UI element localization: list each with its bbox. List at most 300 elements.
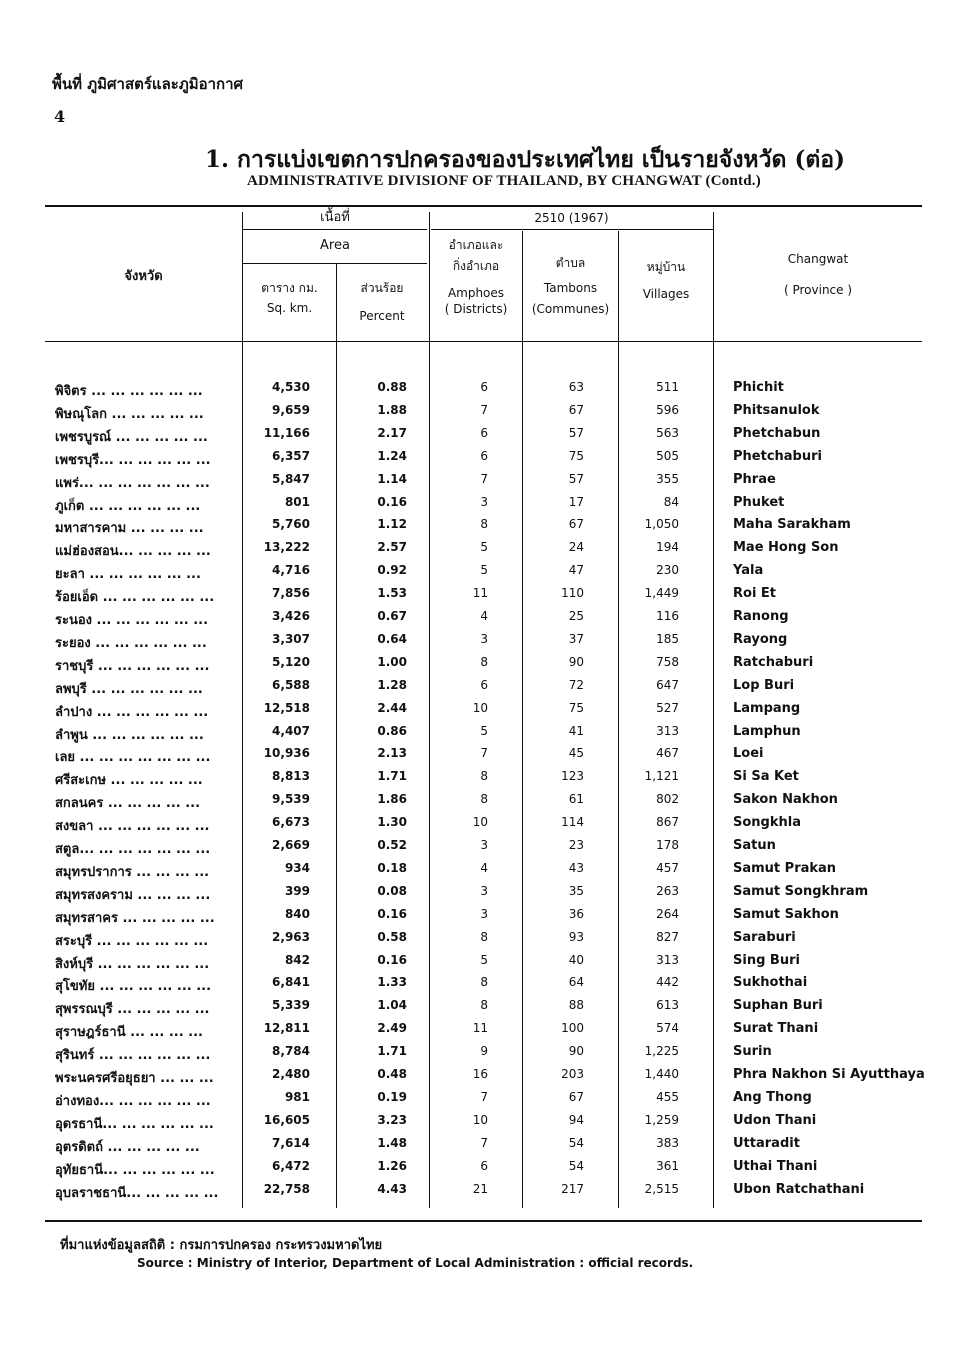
cell-sq: 6,673: [272, 815, 310, 830]
cell-pct: 2.17: [377, 425, 407, 440]
cell-vil: 355: [656, 471, 679, 486]
cell-sq: 7,856: [272, 586, 310, 601]
cell-amp: 3: [480, 494, 488, 509]
cell-sq: 399: [284, 883, 310, 898]
cell-amp: 7: [480, 402, 488, 417]
cell-pct: 0.92: [377, 563, 407, 578]
cell-en: Suphan Buri: [733, 998, 823, 1014]
cell-th: อุทัยธานี... ... ... ... ... ...: [55, 1162, 215, 1178]
villages-th-header: หมู่บ้าน: [646, 260, 686, 274]
cell-tam: 64: [568, 975, 584, 990]
cell-en: Udon Thani: [733, 1112, 817, 1128]
year-header: 2510 (1967): [534, 211, 609, 225]
table-row: [0, 1159, 966, 1182]
cell-tam: 203: [561, 1067, 584, 1081]
cell-amp: 21: [472, 1181, 488, 1196]
cell-th: สงขลา ... ... ... ... ... ...: [55, 819, 210, 835]
cell-th: เพชรบุรี... ... ... ... ... ...: [55, 452, 211, 468]
cell-pct: 1.26: [377, 1158, 407, 1173]
cell-pct: 1.04: [377, 998, 407, 1013]
cell-th: ศรีสะเกษ ... ... ... ... ...: [55, 773, 203, 789]
cell-en: Phrae: [733, 471, 776, 487]
table-row: [0, 540, 966, 563]
area-unit-rule: [243, 263, 427, 264]
table-row: [0, 861, 966, 884]
cell-vil: 527: [656, 700, 679, 715]
cell-th: ยะลา ... ... ... ... ... ...: [55, 567, 201, 583]
cell-tam: 43: [568, 860, 584, 875]
table-row: [0, 449, 966, 472]
cell-vil: 1,449: [644, 586, 679, 601]
changwat-en-header: Changwat: [787, 252, 849, 266]
table-row: [0, 701, 966, 724]
source-note-thai: ที่มาแห่งข้อมูลสถิติ : กรมการปกครอง กระทรวงมหาดไทย: [60, 1238, 383, 1253]
cell-vil: 1,259: [644, 1112, 679, 1127]
cell-tam: 94: [568, 1112, 584, 1127]
bottom-rule: [45, 1220, 922, 1222]
cell-en: Loei: [733, 746, 764, 762]
cell-tam: 40: [568, 952, 584, 967]
cell-en: Uthai Thani: [733, 1158, 818, 1174]
cell-pct: 2.57: [377, 540, 407, 555]
cell-pct: 0.88: [377, 380, 407, 394]
cell-sq: 6,588: [272, 677, 310, 692]
cell-vil: 230: [656, 563, 679, 578]
table-row: [0, 884, 966, 907]
cell-tam: 47: [568, 563, 584, 578]
cell-th: พิจิตร ... ... ... ... ... ...: [55, 384, 203, 399]
cell-th: สระบุรี ... ... ... ... ... ...: [55, 933, 209, 949]
cell-tam: 23: [568, 838, 584, 852]
changwat-th-header: จังหวัด: [124, 269, 163, 284]
cell-tam: 72: [568, 677, 584, 692]
cell-sq: 6,472: [272, 1158, 310, 1173]
table-row: [0, 815, 966, 838]
cell-pct: 1.28: [377, 677, 407, 692]
cell-en: Phuket: [733, 494, 785, 510]
cell-th: สุรินทร์ ... ... ... ... ... ...: [55, 1048, 211, 1064]
cell-sq: 5,339: [272, 998, 310, 1013]
cell-tam: 100: [561, 1021, 584, 1036]
table-row: [0, 769, 966, 792]
cell-pct: 0.58: [377, 929, 407, 944]
cell-tam: 17: [568, 494, 584, 509]
cell-amp: 6: [480, 677, 488, 692]
percent-th-header: ส่วนร้อย: [360, 281, 404, 295]
table-row: [0, 1067, 966, 1090]
table-row: [0, 380, 966, 403]
cell-sq: 3,307: [272, 631, 310, 646]
cell-pct: 0.48: [377, 1067, 407, 1081]
cell-tam: 114: [561, 815, 584, 830]
cell-vil: 1,440: [644, 1067, 679, 1081]
cell-sq: 12,811: [263, 1021, 310, 1036]
cell-amp: 9: [480, 1044, 488, 1059]
cell-th: สิงห์บุรี ... ... ... ... ... ...: [55, 956, 210, 972]
cell-pct: 0.18: [377, 860, 407, 875]
cell-en: Lamphun: [733, 723, 801, 739]
cell-sq: 5,847: [272, 471, 310, 486]
sqkm-en-header: Sq. km.: [266, 301, 313, 315]
cell-th: ราชบุรี ... ... ... ... ... ...: [55, 658, 210, 674]
cell-amp: 6: [480, 380, 488, 394]
cell-en: Roi Et: [733, 586, 777, 602]
cell-th: ลพบุรี ... ... ... ... ... ...: [55, 681, 203, 697]
table-row: [0, 426, 966, 449]
cell-th: ระยอง ... ... ... ... ... ...: [55, 635, 207, 651]
table-row: [0, 495, 966, 518]
cell-tam: 75: [568, 448, 584, 463]
table-row: [0, 998, 966, 1021]
cell-sq: 2,963: [272, 929, 310, 944]
page-number: 4: [54, 107, 66, 126]
cell-pct: 1.00: [377, 654, 407, 669]
cell-amp: 7: [480, 746, 488, 761]
cell-en: Ratchaburi: [733, 654, 814, 670]
cell-tam: 90: [568, 654, 584, 669]
cell-vil: 613: [656, 998, 679, 1013]
cell-amp: 8: [480, 998, 488, 1013]
cell-th: เลย ... ... ... ... ... ... ...: [55, 750, 211, 766]
cell-tam: 93: [568, 929, 584, 944]
cell-amp: 8: [480, 517, 488, 532]
cell-th: สกลนคร ... ... ... ... ...: [55, 796, 201, 812]
cell-amp: 10: [472, 700, 488, 715]
cell-tam: 110: [561, 586, 584, 601]
cell-vil: 178: [656, 838, 679, 852]
cell-pct: 0.67: [377, 609, 407, 623]
cell-sq: 934: [284, 860, 310, 875]
cell-en: Samut Songkhram: [733, 883, 869, 899]
cell-en: Phetchaburi: [733, 448, 822, 464]
cell-th: สมุทรสาคร ... ... ... ... ...: [55, 910, 215, 926]
table-row: [0, 975, 966, 998]
cell-pct: 1.71: [377, 1044, 407, 1059]
cell-sq: 9,659: [272, 402, 310, 417]
cell-en: Ranong: [733, 609, 789, 624]
cell-th: พิษณุโลก ... ... ... ... ...: [55, 406, 204, 422]
cell-en: Lampang: [733, 700, 801, 716]
cell-vil: 1,050: [644, 517, 679, 532]
section-header: พื้นที่ ภูมิศาสตร์และภูมิอากาศ: [52, 75, 244, 93]
cell-tam: 63: [568, 380, 584, 394]
area-subrule: [243, 229, 427, 230]
cell-sq: 13,222: [263, 540, 310, 555]
table-row: [0, 907, 966, 930]
cell-pct: 1.88: [377, 402, 407, 417]
cell-tam: 54: [568, 1135, 584, 1150]
cell-amp: 7: [480, 1089, 488, 1104]
cell-pct: 0.08: [377, 883, 407, 898]
cell-vil: 802: [656, 792, 679, 807]
header-bottom-rule: [45, 341, 922, 342]
cell-vil: 1,225: [644, 1044, 679, 1059]
cell-vil: 505: [656, 448, 679, 463]
cell-en: Sing Buri: [733, 952, 800, 968]
cell-amp: 8: [480, 975, 488, 990]
cell-en: Maha Sarakham: [733, 517, 851, 533]
cell-pct: 1.71: [377, 769, 407, 784]
table-row: [0, 1044, 966, 1067]
table-row: [0, 655, 966, 678]
cell-amp: 6: [480, 1158, 488, 1173]
cell-sq: 4,716: [272, 563, 310, 578]
cell-en: Ang Thong: [733, 1089, 812, 1105]
cell-th: เพชรบูรณ์ ... ... ... ... ...: [55, 429, 208, 445]
cell-sq: 7,614: [272, 1135, 310, 1150]
cell-en: Saraburi: [733, 929, 796, 945]
cell-pct: 1.48: [377, 1135, 407, 1150]
table-row: [0, 1136, 966, 1159]
cell-en: Songkhla: [733, 815, 801, 831]
year-subrule: [431, 229, 713, 230]
cell-amp: 4: [480, 609, 488, 623]
table-row: [0, 632, 966, 655]
cell-pct: 0.19: [377, 1089, 407, 1104]
cell-sq: 2,669: [272, 838, 310, 852]
cell-vil: 116: [656, 609, 679, 623]
cell-th: อุบลราชธานี... ... ... ... ...: [55, 1185, 219, 1201]
cell-th: ระนอง ... ... ... ... ... ...: [55, 613, 209, 628]
table-row: [0, 953, 966, 976]
cell-th: สุโขทัย ... ... ... ... ... ...: [55, 979, 212, 995]
cell-th: แพร่... ... ... ... ... ... ...: [55, 475, 210, 491]
cell-amp: 8: [480, 929, 488, 944]
tambons-en-header-2: (Communes): [531, 302, 610, 316]
cell-th: สมุทรสงคราม ... ... ... ...: [55, 887, 211, 903]
cell-en: Samut Prakan: [733, 860, 837, 876]
cell-pct: 1.30: [377, 815, 407, 830]
villages-en-header: Villages: [642, 287, 690, 301]
amphoes-th-header-1: อำเภอและ: [448, 238, 504, 252]
cell-pct: 2.49: [377, 1021, 407, 1036]
tambons-th-header: ตำบล: [555, 256, 586, 270]
cell-amp: 10: [472, 1112, 488, 1127]
cell-en: Yala: [733, 563, 764, 579]
cell-tam: 36: [568, 906, 584, 921]
cell-en: Sakon Nakhon: [733, 792, 838, 808]
cell-amp: 10: [472, 815, 488, 830]
cell-en: Si Sa Ket: [733, 769, 799, 785]
cell-tam: 41: [568, 723, 584, 738]
cell-pct: 0.16: [377, 952, 407, 967]
cell-tam: 35: [568, 883, 584, 898]
cell-sq: 9,539: [272, 792, 310, 807]
cell-vil: 2,515: [644, 1181, 679, 1196]
table-row: [0, 746, 966, 769]
cell-th: สุราษฎร์ธานี ... ... ... ...: [55, 1025, 203, 1041]
cell-amp: 8: [480, 769, 488, 784]
cell-pct: 1.53: [377, 586, 407, 601]
table-row: [0, 472, 966, 495]
cell-sq: 22,758: [263, 1181, 310, 1196]
table-row: [0, 838, 966, 861]
province-en-header: ( Province ): [783, 283, 853, 297]
cell-en: Phetchabun: [733, 425, 821, 441]
cell-amp: 7: [480, 471, 488, 486]
cell-pct: 2.44: [377, 700, 407, 715]
cell-pct: 1.12: [377, 517, 407, 532]
cell-th: พระนครศรีอยุธยา ... ... ...: [55, 1071, 214, 1086]
cell-sq: 2,480: [272, 1067, 310, 1081]
cell-th: สมุทรปราการ ... ... ... ...: [55, 864, 210, 880]
cell-tam: 37: [568, 631, 584, 646]
cell-vil: 457: [656, 860, 679, 875]
cell-tam: 24: [568, 540, 584, 555]
cell-amp: 5: [480, 540, 488, 555]
cell-en: Rayong: [733, 631, 788, 647]
cell-en: Lop Buri: [733, 677, 795, 693]
cell-sq: 5,120: [272, 654, 310, 669]
cell-th: อุตรดิตถ์ ... ... ... ... ...: [55, 1139, 200, 1155]
cell-vil: 313: [656, 723, 679, 738]
table-row: [0, 678, 966, 701]
table-row: [0, 1021, 966, 1044]
cell-th: สตูล... ... ... ... ... ... ...: [55, 842, 211, 857]
cell-en: Uttaradit: [733, 1135, 800, 1151]
cell-vil: 84: [663, 494, 679, 509]
cell-en: Phra Nakhon Si Ayutthaya: [733, 1067, 925, 1082]
amphoes-en-header-2: ( Districts): [444, 302, 508, 316]
amphoes-th-header-2: กิ่งอำเภอ: [452, 259, 500, 273]
cell-en: Mae Hong Son: [733, 540, 839, 556]
table-row: [0, 930, 966, 953]
cell-sq: 5,760: [272, 517, 310, 532]
cell-tam: 61: [568, 792, 584, 807]
cell-th: ร้อยเอ็ด ... ... ... ... ... ...: [55, 590, 215, 606]
cell-vil: 383: [656, 1135, 679, 1150]
cell-vil: 194: [656, 540, 679, 555]
cell-vil: 361: [656, 1158, 679, 1173]
cell-amp: 6: [480, 448, 488, 463]
cell-th: สุพรรณบุรี ... ... ... ... ...: [55, 1002, 210, 1018]
cell-tam: 25: [568, 609, 584, 623]
cell-sq: 840: [284, 906, 310, 921]
cell-pct: 0.86: [377, 723, 407, 738]
cell-th: อ่างทอง... ... ... ... ... ...: [55, 1093, 211, 1109]
cell-amp: 11: [472, 1021, 488, 1036]
cell-vil: 647: [656, 677, 679, 692]
cell-th: แม่ฮ่องสอน... ... ... ... ...: [55, 544, 211, 560]
cell-amp: 5: [480, 952, 488, 967]
cell-tam: 67: [568, 517, 584, 532]
cell-en: Surat Thani: [733, 1021, 819, 1037]
cell-amp: 7: [480, 1135, 488, 1150]
cell-pct: 1.86: [377, 792, 407, 807]
table-row: [0, 517, 966, 540]
cell-vil: 442: [656, 975, 679, 990]
table-row: [0, 724, 966, 747]
cell-tam: 88: [568, 998, 584, 1013]
cell-sq: 3,426: [272, 609, 310, 623]
sqkm-th-header: ตาราง กม.: [261, 281, 318, 295]
cell-amp: 16: [472, 1067, 488, 1081]
cell-vil: 827: [656, 929, 679, 944]
cell-vil: 511: [656, 380, 679, 394]
cell-en: Phichit: [733, 380, 784, 395]
cell-vil: 1,121: [644, 769, 679, 784]
cell-amp: 3: [480, 631, 488, 646]
cell-amp: 8: [480, 792, 488, 807]
table-row: [0, 1090, 966, 1113]
cell-sq: 12,518: [263, 700, 310, 715]
cell-pct: 2.13: [377, 746, 407, 761]
cell-amp: 5: [480, 723, 488, 738]
cell-pct: 4.43: [377, 1181, 407, 1196]
cell-amp: 11: [472, 586, 488, 601]
cell-sq: 6,841: [272, 975, 310, 990]
cell-tam: 90: [568, 1044, 584, 1059]
cell-sq: 8,784: [272, 1044, 310, 1059]
cell-sq: 10,936: [263, 746, 310, 761]
cell-tam: 45: [568, 746, 584, 761]
cell-en: Samut Sakhon: [733, 906, 839, 922]
cell-en: Sukhothai: [733, 975, 808, 991]
cell-pct: 0.16: [377, 906, 407, 921]
cell-pct: 0.16: [377, 494, 407, 509]
cell-pct: 0.52: [377, 838, 407, 852]
area-th-header: เนื้อที่: [320, 210, 350, 225]
table-row: [0, 586, 966, 609]
cell-sq: 981: [284, 1089, 310, 1104]
cell-tam: 57: [568, 471, 584, 486]
top-rule: [45, 205, 922, 207]
cell-vil: 263: [656, 883, 679, 898]
cell-vil: 313: [656, 952, 679, 967]
cell-vil: 563: [656, 425, 679, 440]
cell-amp: 5: [480, 563, 488, 578]
cell-sq: 842: [284, 952, 310, 967]
amphoes-en-header-1: Amphoes: [447, 286, 505, 300]
cell-tam: 67: [568, 402, 584, 417]
cell-sq: 4,530: [272, 380, 310, 394]
cell-sq: 6,357: [272, 448, 310, 463]
cell-amp: 3: [480, 883, 488, 898]
cell-tam: 123: [561, 769, 584, 784]
cell-sq: 8,813: [272, 769, 310, 784]
cell-pct: 3.23: [377, 1112, 407, 1127]
cell-vil: 264: [656, 906, 679, 921]
cell-th: ภูเก็ต ... ... ... ... ... ...: [55, 498, 201, 514]
tambons-en-header-1: Tambons: [543, 281, 598, 295]
cell-th: อุดรธานี... ... ... ... ... ...: [55, 1116, 214, 1132]
cell-vil: 574: [656, 1021, 679, 1036]
page-title-thai: 1. การแบ่งเขตการปกครองของประเทศไทย เป็นรายจังหวัด (ต่อ): [205, 146, 845, 173]
area-en-header: Area: [320, 238, 350, 253]
table-row: [0, 403, 966, 426]
cell-vil: 758: [656, 654, 679, 669]
cell-pct: 0.64: [377, 631, 407, 646]
cell-vil: 596: [656, 402, 679, 417]
cell-vil: 455: [656, 1089, 679, 1104]
cell-en: Ubon Ratchathani: [733, 1181, 865, 1197]
cell-vil: 467: [656, 746, 679, 761]
percent-en-header: Percent: [359, 309, 405, 323]
cell-amp: 3: [480, 838, 488, 852]
table-row: [0, 609, 966, 632]
table-row: [0, 563, 966, 586]
cell-en: Surin: [733, 1044, 772, 1060]
table-row: [0, 1113, 966, 1136]
cell-amp: 3: [480, 906, 488, 921]
cell-sq: 16,605: [263, 1112, 310, 1127]
cell-sq: 801: [284, 494, 310, 509]
cell-th: ลำปาง ... ... ... ... ... ...: [55, 704, 209, 720]
cell-sq: 4,407: [272, 723, 310, 738]
cell-pct: 1.14: [377, 471, 407, 486]
cell-amp: 8: [480, 654, 488, 669]
table-row: [0, 1182, 966, 1205]
